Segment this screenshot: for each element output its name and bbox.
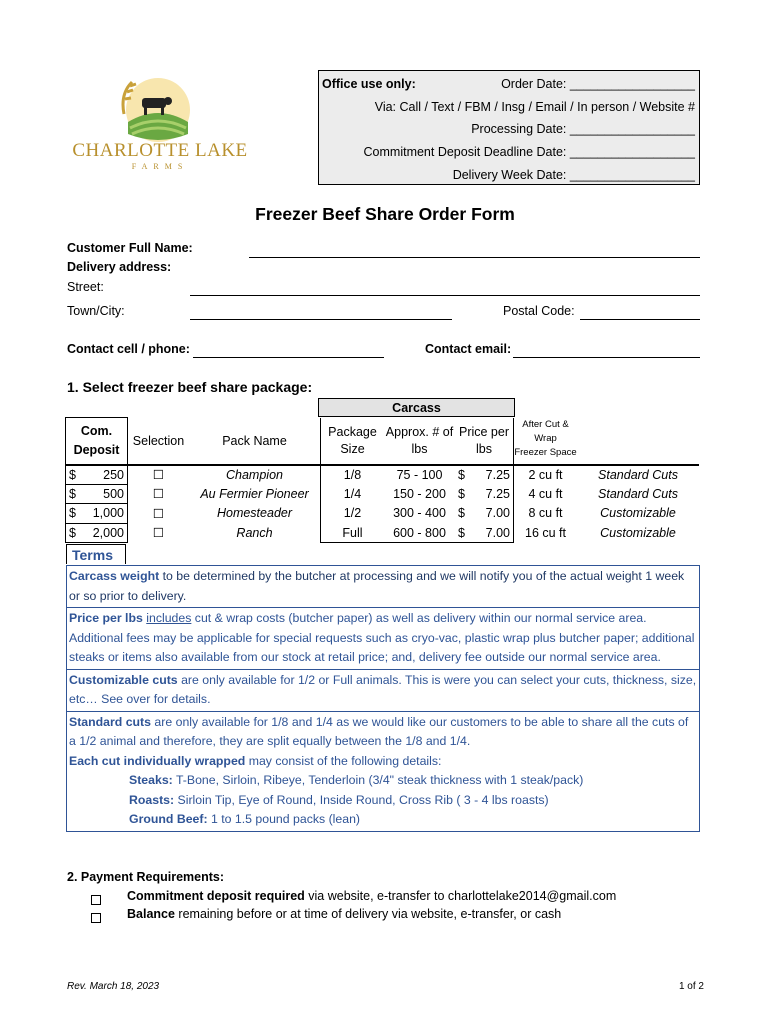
header-lbs: Approx. # of lbs (384, 418, 455, 465)
freezer-cell: 2 cu ft (528, 467, 563, 482)
selection-checkbox[interactable]: ☐ (152, 506, 165, 521)
delivery-label: Delivery address: (67, 260, 172, 274)
lbs-cell: 300 - 400 (393, 506, 446, 521)
balance-line: Balance remaining before or at time of delivery via website, e-transfer, or cash (127, 907, 562, 921)
deposit-cell: $ 1,000 (66, 504, 128, 524)
table-row (66, 504, 700, 524)
deposit-line: Commitment deposit required via website, e-transfer to charlottelake2014@gmail.com (127, 889, 617, 903)
lbs-cell: 150 - 200 (393, 486, 446, 501)
delivery-week: Delivery Week Date: __________________ (452, 168, 695, 182)
table-header-row (66, 418, 700, 465)
price-cell: $ 7.25 (455, 484, 514, 504)
office-use-box (318, 70, 700, 185)
header-deposit: Com. Deposit (66, 418, 128, 465)
price-cell: $ 7.00 (455, 504, 514, 524)
lbs-cell: 600 - 800 (384, 523, 455, 543)
section-1-heading: 1. Select freezer beef share package: (67, 379, 313, 395)
street-label: Street: (67, 280, 104, 294)
email-label: Contact email: (425, 342, 512, 356)
cuts-cell: Standard Cuts (598, 486, 678, 501)
header-pack-name: Pack Name (189, 418, 321, 465)
checkbox-icon (91, 913, 101, 923)
deposit-checkbox[interactable] (91, 891, 101, 909)
selection-checkbox[interactable]: ☐ (152, 487, 165, 502)
cuts-cell: Customizable (600, 506, 676, 521)
via-options: Via: Call / Text / FBM / Insg / Email / In person / Website # (374, 100, 695, 114)
pack-name-cell: Ranch (236, 525, 273, 540)
cuts-cell: Standard Cuts (598, 467, 678, 482)
deposit-deadline: Commitment Deposit Deadline Date: __________________ (363, 145, 695, 159)
checkbox-icon (91, 895, 101, 905)
terms-standard: Standard cuts are only available for 1/8 and 1/4 as we would like our customers to be able to share all the cuts of a 1/2 animal and therefore, they are split equally between the 1/8 and 1/4. Each cut individually wrapped may consist of the following details: Steaks: T-Bone, Sirloin, Ribeye, Tenderloin (3/4" steak thickness with 1 steak/pack) Roasts: Sirloin Tip, Eye of Round, Inside Round, Cross Rib ( 3 - 4 lbs roasts) Ground Beef: 1 to 1.5 pound packs (lean) (69, 714, 689, 826)
page-title: Freezer Beef Share Order Form (255, 204, 515, 224)
order-date: Order Date: __________________ (501, 77, 695, 91)
terms-box (66, 565, 700, 832)
size-cell: Full (321, 523, 385, 543)
selection-checkbox[interactable]: ☐ (152, 468, 165, 483)
cuts-cell: Customizable (600, 525, 676, 540)
header-freezer-space: After Cut & Wrap Freezer Space (514, 418, 578, 465)
table-row (66, 484, 700, 504)
payment-heading: 2. Payment Requirements: (67, 870, 224, 884)
postal-field[interactable] (580, 319, 700, 320)
phone-field[interactable] (193, 357, 384, 358)
processing-date: Processing Date: __________________ (471, 122, 695, 136)
freezer-cell: 4 cu ft (528, 486, 563, 501)
full-name-field[interactable] (249, 257, 700, 258)
terms-customizable: Customizable cuts are only available for 1/2 or Full animals. This is were you can select your cuts, thickness, size, etc… See over for details. (67, 670, 699, 712)
logo-name: CHARLOTTE LAKE (72, 140, 248, 161)
pack-name-cell: Champion (226, 467, 283, 482)
postal-label: Postal Code: (503, 304, 575, 318)
terms-carcass: Carcass weight to be determined by the butcher at processing and we will notify you of the actual weight 1 week or so prior to delivery. (67, 566, 699, 608)
lbs-cell: 75 - 100 (396, 467, 443, 482)
size-cell: 1/2 (321, 504, 385, 524)
page-number: 1 of 2 (678, 981, 704, 992)
size-cell: 1/4 (321, 484, 385, 504)
header-price: Price per lbs (455, 418, 514, 465)
pack-name-cell: Au Fermier Pioneer (200, 486, 309, 501)
header-package-size: Package Size (321, 418, 385, 465)
carcass-header: Carcass (318, 398, 515, 417)
full-name-label: Customer Full Name: (67, 241, 193, 255)
header-selection: Selection (128, 418, 190, 465)
package-table (65, 417, 699, 543)
balance-checkbox[interactable] (91, 909, 101, 927)
street-field[interactable] (190, 295, 700, 296)
revision-date: Rev. March 18, 2023 (67, 981, 160, 992)
office-use-label: Office use only: (322, 77, 416, 91)
deposit-cell: $ 2,000 (66, 523, 128, 543)
price-cell: $ 7.00 (455, 523, 514, 543)
selection-checkbox[interactable]: ☐ (152, 526, 165, 541)
email-field[interactable] (513, 357, 700, 358)
phone-label: Contact cell / phone: (67, 342, 190, 356)
deposit-cell: $ 250 (66, 465, 128, 485)
price-cell: $ 7.25 (455, 465, 514, 485)
terms-price: Price per lbs includes cut & wrap costs (butcher paper) as well as delivery within our normal service area. Additional fees may be applicable for special requests such as cryo-vac, plastic wrap plus butcher paper; additional steaks or items also available from our stock at retail price; and, delivery fee outside our normal service area. (67, 608, 699, 670)
size-cell: 1/8 (321, 465, 385, 485)
header-cuts (577, 418, 699, 465)
pack-name-cell: Homesteader (216, 506, 293, 521)
freezer-cell: 8 cu ft (528, 506, 563, 521)
logo-subname: FARMS (131, 162, 189, 171)
table-row (66, 523, 700, 543)
farm-logo (70, 74, 250, 174)
table-row (66, 465, 700, 485)
town-field[interactable] (190, 319, 452, 320)
deposit-cell: $ 500 (66, 484, 128, 504)
freezer-cell: 16 cu ft (525, 525, 566, 540)
terms-tab: Terms (66, 544, 126, 564)
town-label: Town/City: (67, 304, 125, 318)
